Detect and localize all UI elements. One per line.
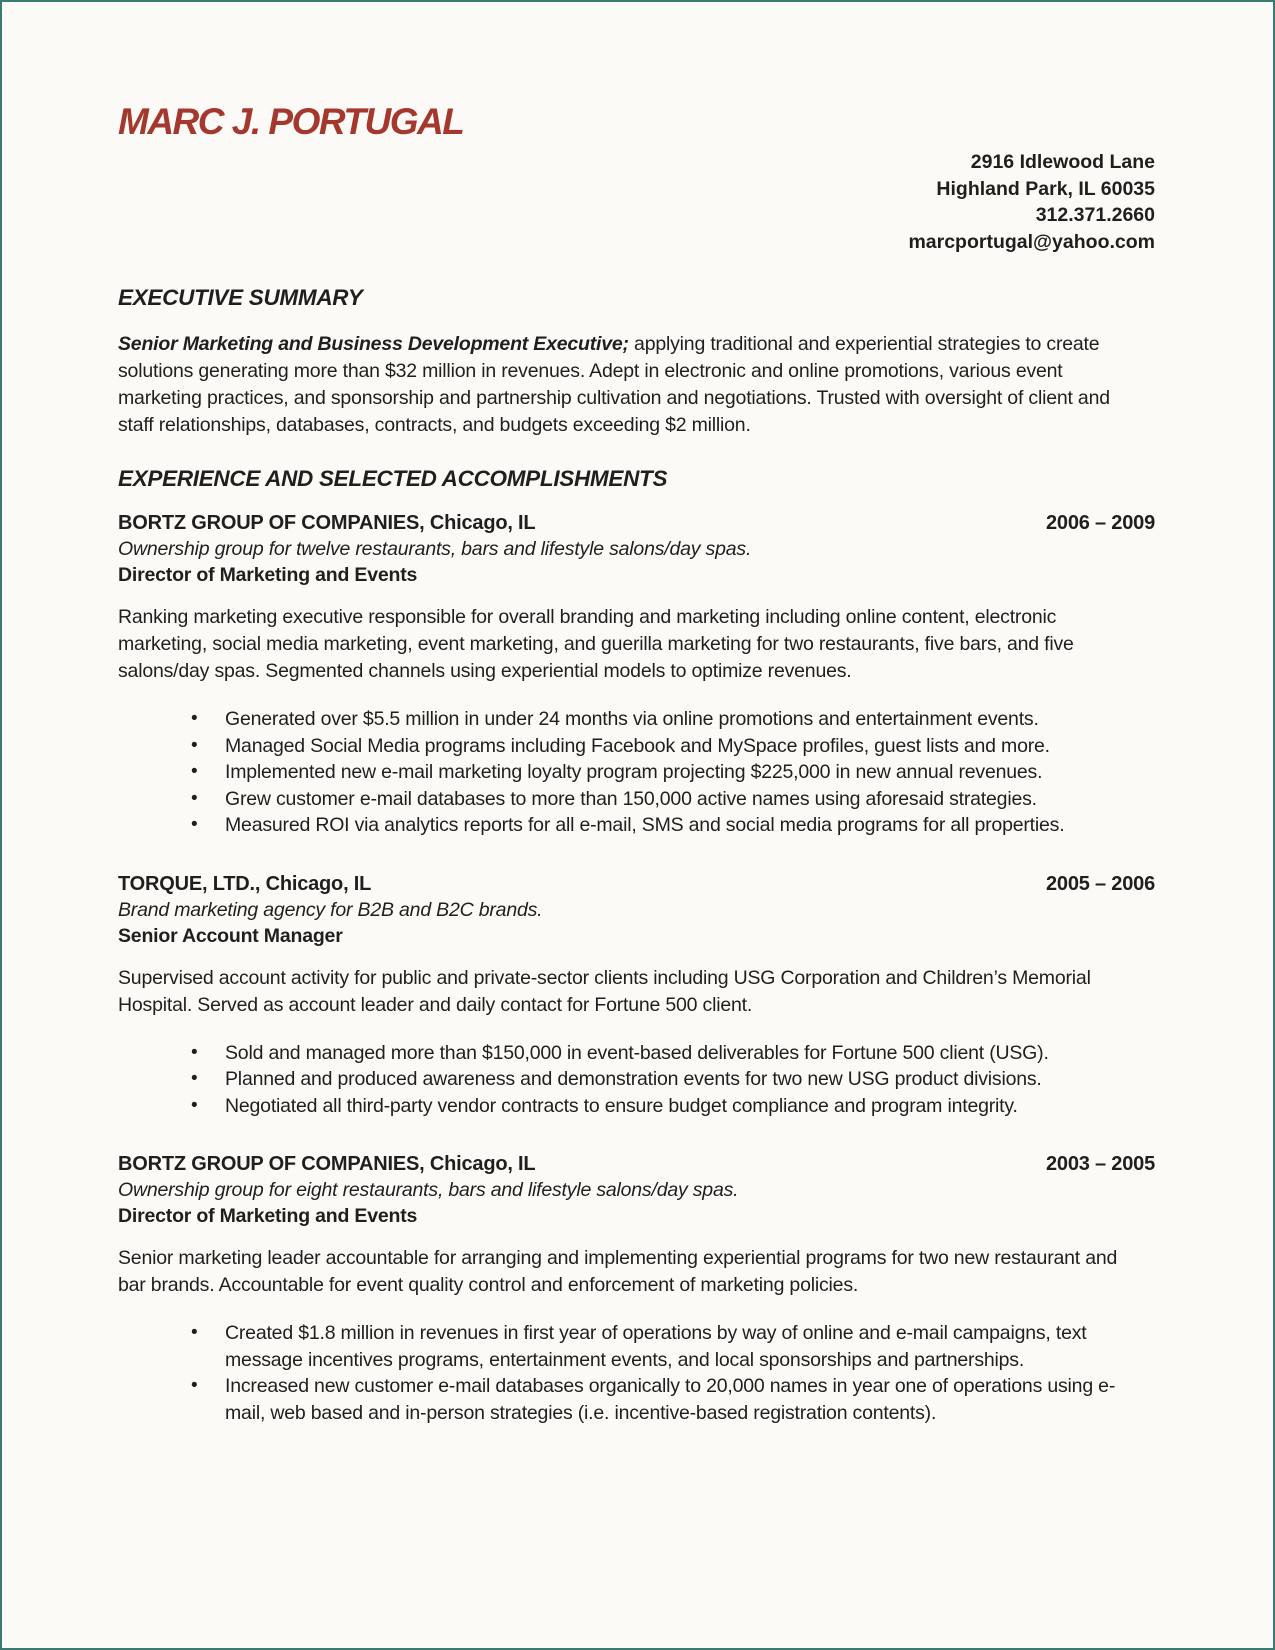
job-description: Brand marketing agency for B2B and B2C brands. [118, 898, 543, 921]
executive-summary-lead: Senior Marketing and Business Development Executive; [118, 333, 629, 355]
bullet-item: • Planned and produced awareness and demonstration events for two new USG product divisions. [225, 1066, 1130, 1093]
bullet-item: • Sold and managed more than $150,000 in event-based deliverables for Fortune 500 client (USG). [225, 1040, 1130, 1067]
job-summary: Ranking marketing executive responsible for overall branding and marketing including online content, electronic marketing, social media marketing, event marketing, and guerilla marketing for two restaurants, five bars, and five salons/day spas. Segmented channels using experiential models to optimize revenues. [118, 606, 1074, 682]
executive-summary-paragraph [118, 331, 1123, 439]
job-title: Director of Marketing and Events [118, 1205, 418, 1227]
job-dates: 2003 – 2005 [1045, 1153, 1155, 1175]
job-company: TORQUE, LTD., Chicago, IL [118, 872, 372, 895]
candidate-name: MARC J. PORTUGAL [118, 101, 464, 142]
contact-address-line1: 2916 Idlewood Lane [970, 151, 1155, 173]
job-title: Senior Account Manager [118, 924, 343, 947]
page-content [2, 2, 1273, 1426]
job-summary: Supervised account activity for public and private-sector clients including USG Corporation and Children’s Memorial Hospital. Served as account leader and daily contact for Fortune 500 client. [118, 966, 1091, 1016]
bullet-item: • Created $1.8 million in revenues in first year of operations by way of online and e-mail campaigns, text message incentives programs, entertainment events, and local sponsorships and partnerships. [225, 1320, 1130, 1373]
job-description: Ownership group for twelve restaurants, bars and lifestyle salons/day spas. [118, 538, 752, 560]
job-company: BORTZ GROUP OF COMPANIES, Chicago, IL [118, 1153, 536, 1175]
job-dates: 2006 – 2009 [1045, 512, 1155, 534]
bullet-item: • Managed Social Media programs including Facebook and MySpace profiles, guest lists and more. [225, 733, 1130, 760]
contact-info [118, 149, 1155, 255]
bullet-item: • Increased new customer e-mail databases organically to 20,000 names in year one of operations using e-mail, web based and in-person strategies (i.e. incentive-based registration contents). [225, 1373, 1130, 1426]
bullet-item: • Generated over $5.5 million in under 24 months via online promotions and entertainment events. [225, 706, 1130, 733]
job-header [118, 871, 1155, 897]
executive-summary-body: applying traditional and experiential strategies to create solutions generating more than $32 million in revenues. Adept in electronic and online promotions, various event marketing practices, and sponsorship and partnership cultivation and negotiations. Trusted with oversight of client and staff relationships, databases, contracts, and budgets exceeding $2 million. [118, 333, 1110, 436]
job-description: Ownership group for eight restaurants, bars and lifestyle salons/day spas. [118, 1179, 739, 1201]
job-summary: Senior marketing leader accountable for arranging and implementing experiential programs for two new restaurant and bar brands. Accountable for event quality control and enforcement of marketing policies. [118, 1247, 1118, 1296]
bullet-item: • Implemented new e-mail marketing loyalty program projecting $225,000 in new annual revenues. [225, 759, 1130, 786]
executive-summary-heading: EXECUTIVE SUMMARY [118, 285, 363, 310]
job-company: BORTZ GROUP OF COMPANIES, Chicago, IL [118, 512, 536, 534]
bullet-item: • Grew customer e-mail databases to more than 150,000 active names using aforesaid strategies. [225, 786, 1130, 813]
job-bullets [118, 1320, 1155, 1426]
contact-address-line2: Highland Park, IL 60035 [936, 177, 1155, 200]
job-header [118, 510, 1155, 536]
job-dates: 2005 – 2006 [1045, 872, 1155, 895]
job-bullets [118, 1040, 1155, 1120]
job-bullets [118, 706, 1155, 839]
contact-email: marcportugal@yahoo.com [908, 230, 1155, 253]
bullet-item: • Negotiated all third-party vendor contracts to ensure budget compliance and program integrity. [225, 1093, 1130, 1120]
experience-heading: EXPERIENCE AND SELECTED ACCOMPLISHMENTS [118, 466, 668, 491]
bullet-item: • Measured ROI via analytics reports for all e-mail, SMS and social media programs for all properties. [225, 812, 1130, 839]
job-entry [118, 1151, 1155, 1426]
job-title: Director of Marketing and Events [118, 564, 418, 586]
job-entry [118, 510, 1155, 839]
job-entry [118, 871, 1155, 1120]
job-header [118, 1151, 1155, 1177]
contact-phone: 312.371.2660 [1035, 204, 1155, 226]
